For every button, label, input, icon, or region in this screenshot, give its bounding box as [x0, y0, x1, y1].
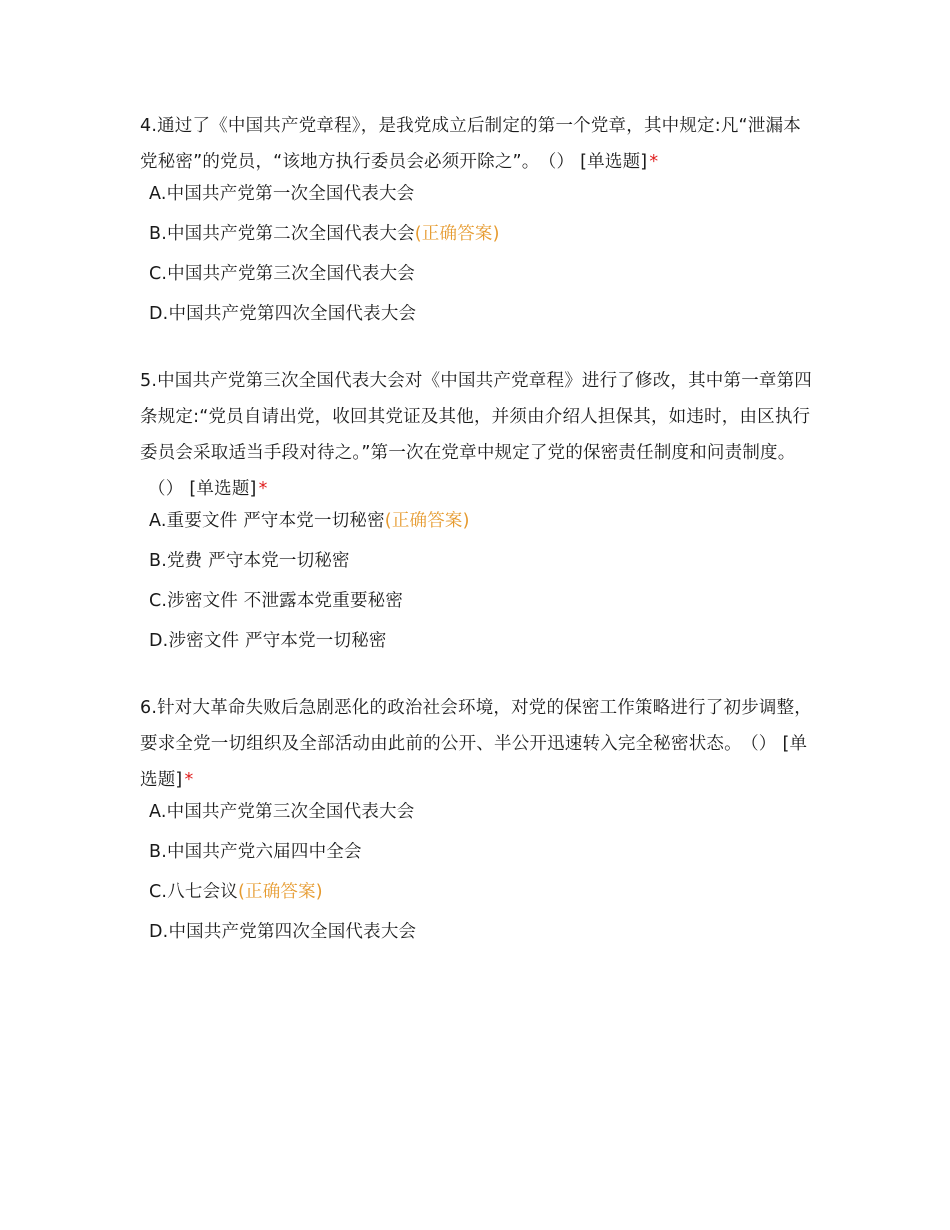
- option-list: [140, 802, 812, 942]
- question-6: [140, 690, 812, 942]
- option-label: B.中国共产党第二次全国代表大会: [149, 224, 415, 244]
- option-a[interactable]: [149, 184, 812, 204]
- answer-blank: （）: [749, 734, 777, 754]
- option-d[interactable]: [149, 922, 812, 942]
- question-type-tag: [单选题]: [140, 734, 808, 790]
- answer-blank: （）: [148, 479, 184, 499]
- option-list: [140, 511, 812, 651]
- option-b[interactable]: [149, 842, 812, 862]
- option-label: A.重要文件 严守本党一切秘密: [149, 511, 385, 531]
- question-type-tag: [单选题]: [580, 152, 648, 172]
- option-c[interactable]: [149, 882, 812, 902]
- correct-answer-tag: (正确答案): [237, 882, 323, 902]
- option-label: A.中国共产党第一次全国代表大会: [149, 184, 415, 204]
- required-marker: *: [184, 770, 194, 790]
- quiz-document: [140, 108, 812, 981]
- option-c[interactable]: [149, 591, 812, 611]
- question-4: [140, 108, 812, 324]
- option-label: C.涉密文件 不泄露本党重要秘密: [149, 591, 404, 611]
- option-label: D.涉密文件 严守本党一切秘密: [149, 631, 387, 651]
- option-c[interactable]: [149, 264, 812, 284]
- question-text: [140, 108, 812, 180]
- correct-answer-tag: (正确答案): [414, 224, 500, 244]
- option-d[interactable]: [149, 304, 812, 324]
- option-label: D.中国共产党第四次全国代表大会: [149, 304, 417, 324]
- option-b[interactable]: [149, 224, 812, 244]
- required-marker: *: [649, 152, 659, 172]
- option-list: [140, 184, 812, 324]
- option-label: B.中国共产党六届四中全会: [149, 842, 362, 862]
- question-text: [140, 363, 812, 507]
- option-label: C.中国共产党第三次全国代表大会: [149, 264, 415, 284]
- question-text: [140, 690, 812, 798]
- option-b[interactable]: [149, 551, 812, 571]
- question-5: [140, 363, 812, 651]
- question-stem: 5.中国共产党第三次全国代表大会对《中国共产党章程》进行了修改，其中第一章第四条规定:“党员自请出党，收回其党证及其他，并须由介绍人担保其，如违时，由区执行委员会采取适当手段对待之。”第一次在党章中规定了党的保密责任制度和问责制度。: [140, 371, 812, 463]
- question-stem: 4.通过了《中国共产党章程》，是我党成立后制定的第一个党章，其中规定:凡“泄漏本党秘密”的党员，“该地方执行委员会必须开除之”。: [140, 116, 801, 172]
- question-type-tag: [单选题]: [189, 479, 257, 499]
- option-label: A.中国共产党第三次全国代表大会: [149, 802, 415, 822]
- option-label: C.八七会议: [149, 882, 238, 902]
- option-a[interactable]: [149, 802, 812, 822]
- option-a[interactable]: [149, 511, 812, 531]
- option-label: B.党费 严守本党一切秘密: [149, 551, 350, 571]
- option-d[interactable]: [149, 631, 812, 651]
- option-label: D.中国共产党第四次全国代表大会: [149, 922, 417, 942]
- required-marker: *: [258, 479, 268, 499]
- correct-answer-tag: (正确答案): [384, 511, 470, 531]
- answer-blank: （）: [547, 152, 575, 172]
- question-stem: 6.针对大革命失败后急剧恶化的政治社会环境，对党的保密工作策略进行了初步调整，要求全党一切组织及全部活动由此前的公开、半公开迅速转入完全秘密状态。: [140, 698, 812, 754]
